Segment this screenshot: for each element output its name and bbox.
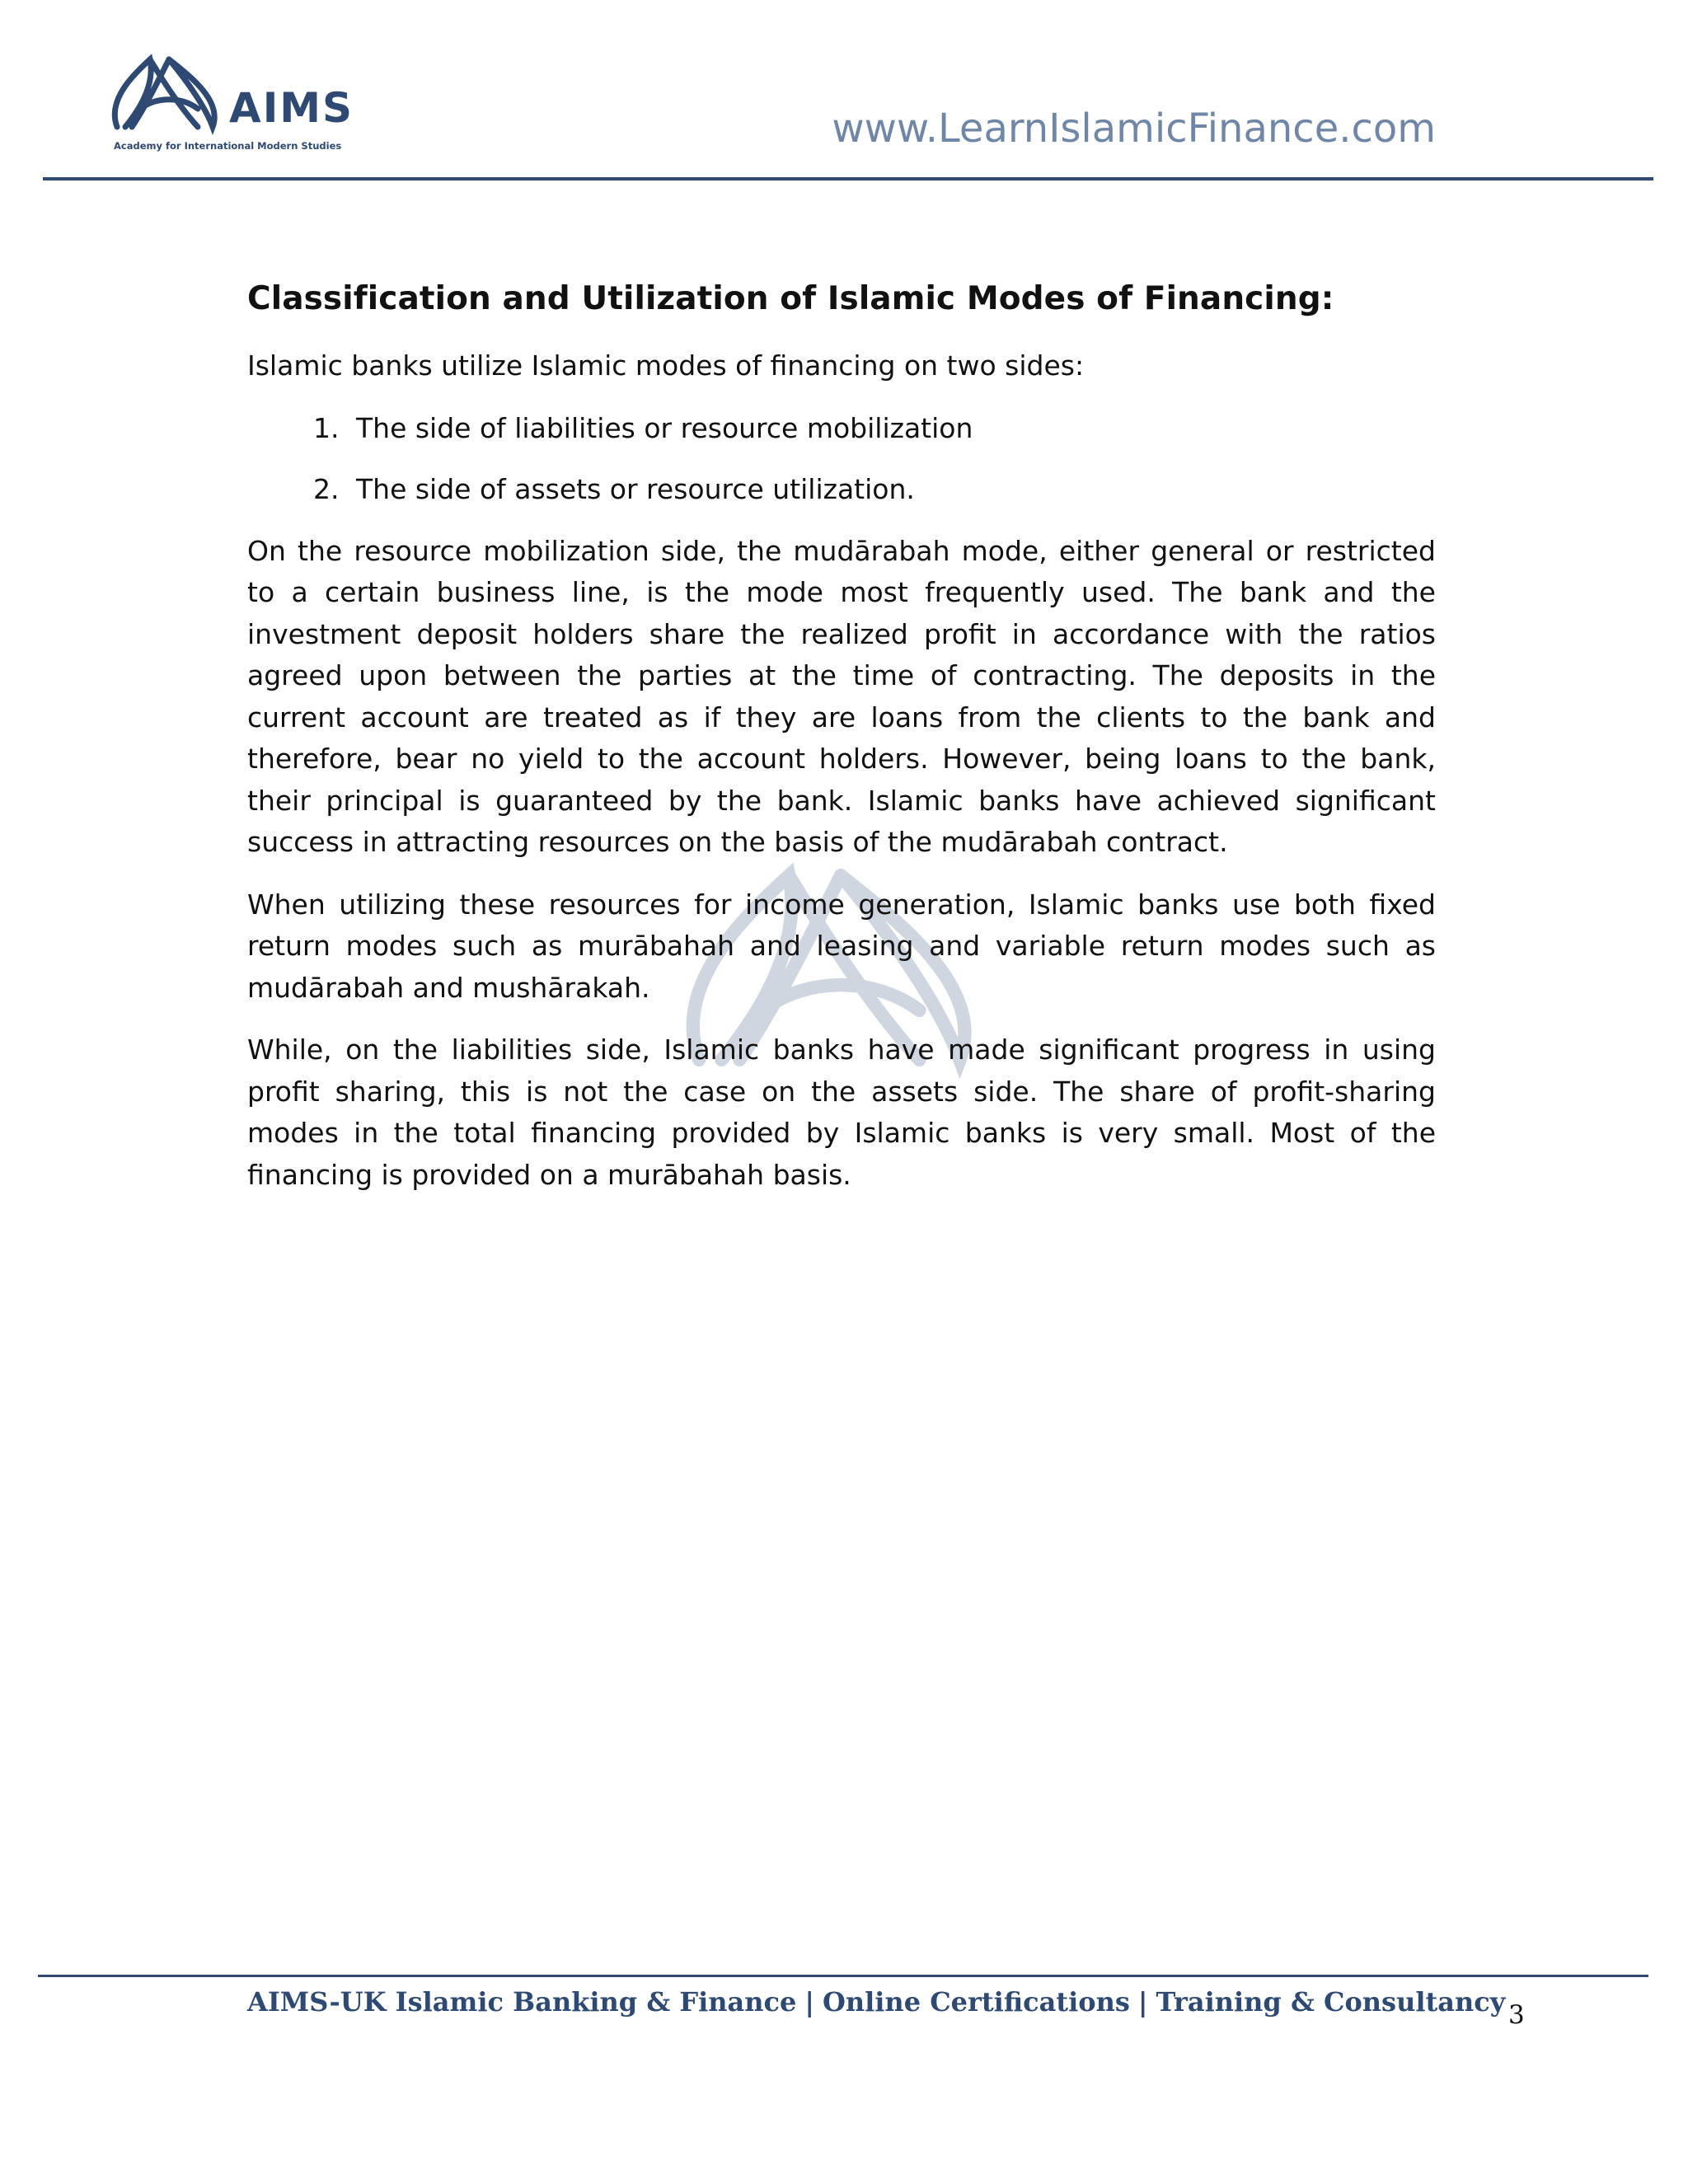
sides-list xyxy=(247,408,1436,511)
footer-segment: Online Certifications xyxy=(822,1986,1130,2018)
logo-tagline: Academy for International Modern Studies xyxy=(114,140,342,152)
site-url[interactable]: www.LearnIslamicFinance.com xyxy=(832,105,1436,152)
page-number: 3 xyxy=(1508,2000,1525,2030)
aims-logo xyxy=(107,51,354,158)
body-paragraph: On the resource mobilization side, the mudārabah mode, either general or restricted to a certain business line, is the mode most frequently used. The bank and the investment deposit holders share the realized profit in accordance with the ratios agreed upon between the parties at the time of contracting. The deposits in the current account are treated as if they are loans from the clients to the bank and therefore, bear no yield to the account holders. However, being loans to the bank, their principal is guaranteed by the bank. Islamic banks have achieved significant success in attracting resources on the basis of the mudārabah contract. xyxy=(247,534,1436,858)
footer-segment: Training & Consultancy xyxy=(1156,1986,1506,2018)
footer-separator: | xyxy=(1137,1986,1148,2018)
body-paragraph: While, on the liabilities side, Islamic banks have made significant progress in using profit sharing, this is not the case on the assets side. The share of profit-sharing modes in the total financing provided by Islamic banks is very small. Most of the financing is provided on a murābahah basis. xyxy=(247,1033,1436,1191)
list-item: 2. The side of assets or resource utilization. xyxy=(348,469,1436,511)
header-divider xyxy=(43,177,1653,180)
body-paragraph: When utilizing these resources for income generation, Islamic banks use both fixed return modes such as murābahah and leasing and variable return modes such as mudārabah and mushārakah. xyxy=(247,888,1436,1004)
main-content xyxy=(247,280,1436,1216)
aims-emblem-icon xyxy=(107,51,231,142)
footer-segment: AIMS-UK Islamic Banking & Finance xyxy=(247,1986,797,2018)
footer-text xyxy=(247,1986,1505,2018)
footer-divider xyxy=(38,1975,1648,1977)
list-item: 1. The side of liabilities or resource mobilization xyxy=(348,408,1436,450)
intro-paragraph: Islamic banks utilize Islamic modes of financing on two sides: xyxy=(247,349,1085,382)
logo-text: AIMS xyxy=(229,84,354,132)
page-title: Classification and Utilization of Islamic Modes of Financing: xyxy=(247,280,1334,317)
footer-separator: | xyxy=(804,1986,814,2018)
